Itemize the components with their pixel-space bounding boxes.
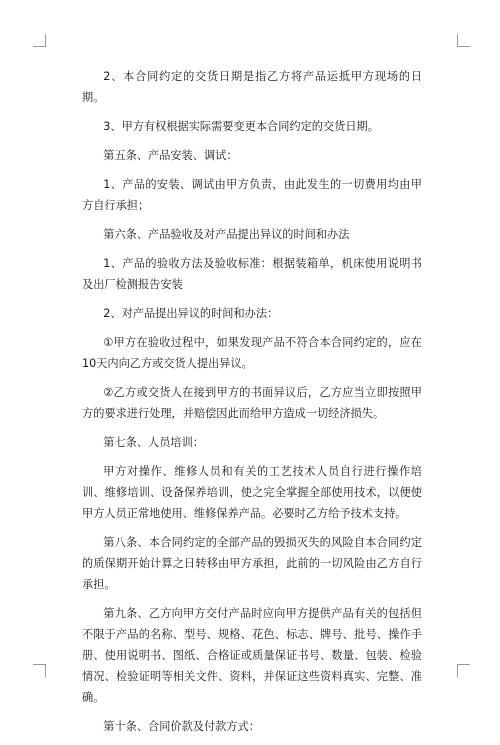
paragraph-objection-handling: ②乙方或交货人在接到甲方的书面异议后，乙方应当立即按照甲方的要求进行处理，并赔偿因此而给甲方造成一切经济损失。 [82, 386, 422, 420]
paragraph-article-8-risk: 第八条、本合同约定的全部产品的毁损灭失的风险自本合同约定的质保期开始计算之日转移由甲方承担，此前的一切风险由乙方自行承担。 [82, 536, 422, 591]
paragraph-article-9-documents: 第九条、乙方向甲方交付产品时应向甲方提供产品有关的包括但不限于产品的名称、型号、规格、花色、标志、牌号、批号、操作手册、使用说明书、图纸、合格证或质量保证书号、数量、包装、检验情况、检验证明等相关文件、资料，并保证这些资料真实、完整、准确。 [82, 607, 422, 704]
heading-article-6: 第六条、产品验收及对产品提出异议的时间和办法 [103, 228, 350, 241]
paragraph-acceptance-method: 1、产品的验收方法及验收标准：根据装箱单，机床使用说明书及出厂检测报告安装 [82, 257, 422, 291]
crop-mark-top-left [33, 34, 46, 47]
paragraph-objection-deadline: ①甲方在验收过程中，如果发现产品不符合本合同约定的，应在10天内向乙方或交货人提出异议。 [82, 336, 422, 370]
paragraph-training: 甲方对操作、维修人员和有关的工艺技术人员自行进行操作培训、维修培训、设备保养培训，使之完全掌握全部使用技术，以便使甲方人员正常地使用、维修保养产品。必要时乙方给予技术支持。 [82, 465, 422, 520]
heading-article-7: 第七条、人员培训： [103, 436, 204, 449]
paragraph-objection-method: 2、对产品提出异议的时间和办法： [103, 307, 279, 320]
document-body [82, 66, 422, 745]
heading-article-5: 第五条、产品安装、调试： [103, 149, 238, 162]
crop-mark-bottom-left [33, 664, 46, 677]
paragraph-installation-cost: 1、产品的安装、调试由甲方负责，由此发生的一切费用均由甲方自行承担； [82, 178, 422, 212]
heading-article-10: 第十条、合同价款及付款方式： [103, 720, 260, 733]
paragraph-delivery-date-change: 3、甲方有权根据实际需要变更本合同约定的交货日期。 [103, 120, 379, 133]
crop-mark-bottom-right [457, 664, 470, 677]
paragraph-delivery-date-definition: 2、本合同约定的交货日期是指乙方将产品运抵甲方现场的日期。 [82, 70, 422, 104]
crop-mark-top-right [457, 34, 470, 47]
